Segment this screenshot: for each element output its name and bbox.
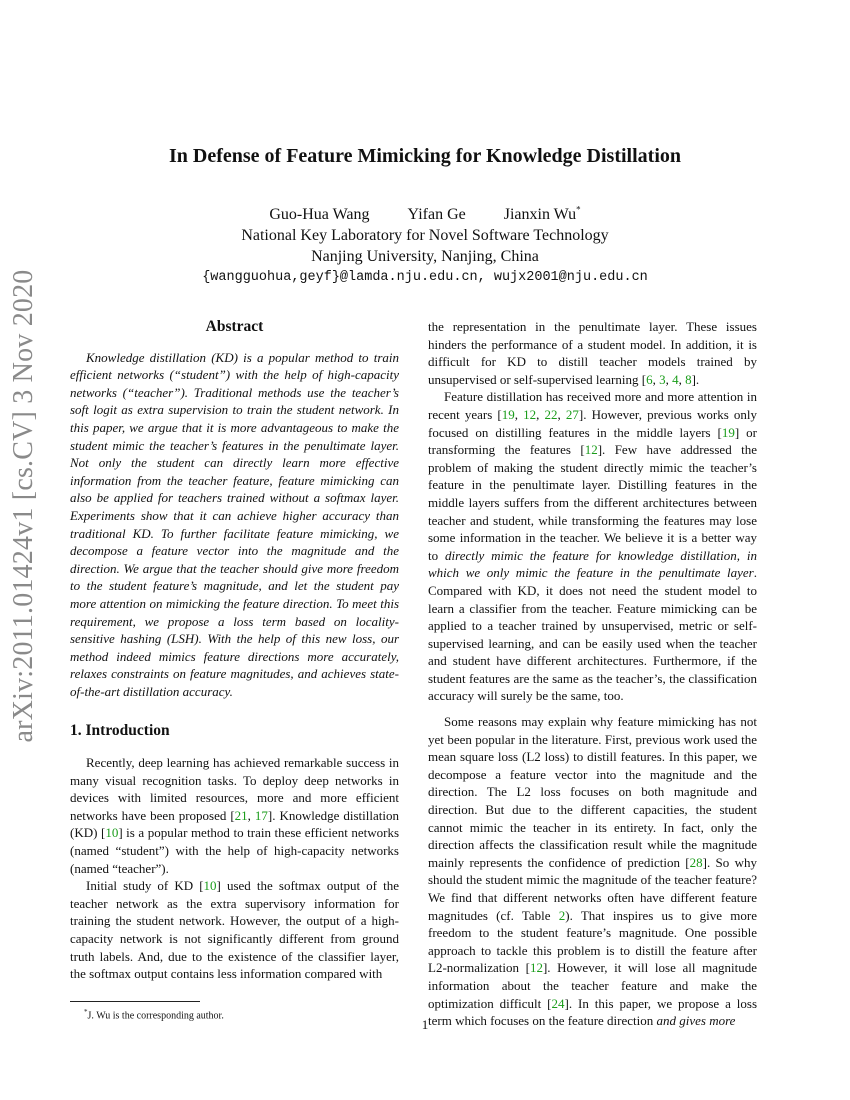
footnote-body: J. Wu is the corresponding author. bbox=[87, 1010, 224, 1022]
text-run: ] or transforming the features [ bbox=[428, 424, 758, 458]
text-run: , bbox=[514, 406, 524, 422]
text-run: , bbox=[247, 807, 255, 823]
abstract-text: Knowledge distillation (KD) is a popular method to train efficient networks (“student”) with the help of high-capacity networks (“teacher”). Traditional methods use the teacher’s soft logit as extra supervision to train the student network. In this paper, we argue that it is more advantageous to make the student mimic the teacher’s features in the penultimate layer. Not only the student can directly learn more effective information from the teacher feature, feature mimicking can also be applied for teachers trained without a softmax layer. Experiments show that it can achieve higher accuracy than traditional KD. To further facilitate feature mimicking, we decompose a feature vector into the magnitude and the direction. We argue that the teacher should give more freedom to the student feature’s magnitude, and let the student pay more attention on mimicking the feature direction. To meet this requirement, we propose a loss term based on locality-sensitive hashing (LSH). With the help of this new loss, our method indeed mimics feature directions more accurately, relaxes constraints on feature magnitudes, and achieves state-of-the-art distillation accuracy. bbox=[70, 349, 399, 699]
text-run: ]. bbox=[691, 371, 700, 387]
page-number: 1 bbox=[421, 1017, 429, 1032]
text-run: . Compared with KD, it does not need the student model to learn a classifier from the teacher. Feature mimicking can be applied to a teacher trained by unsupervised, metric or self-supervised learning, and can be easily used when the teacher and student have different architectures. Furthermore, if the student features are the same as the teacher’s, the classification accuracy will surely be the same, too. bbox=[428, 565, 757, 704]
citation-link[interactable]: 10 bbox=[203, 878, 217, 894]
right-column bbox=[428, 318, 757, 1030]
text-run: ]. Knowledge distillation (KD) [ bbox=[70, 807, 399, 841]
footnote-rule bbox=[70, 1001, 200, 1002]
citation-link[interactable]: 12 bbox=[523, 406, 537, 422]
citation-link[interactable]: 12 bbox=[584, 442, 598, 458]
text-run: , bbox=[557, 406, 566, 422]
paragraph bbox=[428, 388, 757, 705]
text-run: ]. However, it will lose all magnitude information about the teacher feature and make the optimization difficult [ bbox=[428, 960, 757, 1011]
text-run: , bbox=[536, 406, 545, 422]
left-column bbox=[70, 318, 399, 983]
arxiv-identifier-text: arXiv:2011.01424v1 [cs.CV] 3 Nov 2020 bbox=[8, 269, 39, 743]
text-run: ]. However, previous works only focused on distilling features in the middle layers [ bbox=[428, 406, 757, 440]
citation-link[interactable]: 19 bbox=[501, 406, 515, 422]
text-run: , bbox=[678, 371, 686, 387]
text-run: , bbox=[652, 371, 660, 387]
paragraph bbox=[70, 877, 399, 983]
author-name-text: Jianxin Wu bbox=[503, 206, 577, 224]
text-run: ]. So why should the student mimic the magnitude of the teacher feature? We find that different networks often have different feature magnitudes (cf. Table bbox=[428, 854, 757, 923]
author-names bbox=[0, 200, 850, 225]
citation-link[interactable]: 8 bbox=[685, 371, 692, 387]
citation-link[interactable]: 10 bbox=[105, 825, 119, 841]
text-run: the representation in the penultimate layer. These issues hinders the performance of a student model. In addition, it is difficult for KD to distill teacher models trained by unsupervised or self-supervised learning [ bbox=[428, 319, 757, 387]
citation-link[interactable]: 21 bbox=[234, 807, 248, 823]
citation-link[interactable]: 28 bbox=[689, 854, 703, 870]
text-run: Recently, deep learning has achieved remarkable success in many visual recognition tasks. To deploy deep networks in devices with limited resources, more and more efficient networks have been proposed [ bbox=[70, 755, 399, 823]
text-run: ]. In this paper, we propose a loss term which focuses on the feature direction bbox=[428, 995, 758, 1029]
text-run: Initial study of KD [ bbox=[86, 878, 204, 894]
text-run: ] used the softmax output of the teacher network as the extra supervisory information for training the student network. However, the output of a high-capacity network is not significantly different from ground truth labels. And, due to the existence of the classifier layer, the softmax output contains less information compared with bbox=[70, 878, 399, 982]
citation-link[interactable]: 4 bbox=[672, 371, 679, 387]
author-footnote-mark: * bbox=[576, 205, 581, 215]
emphasis-text: and gives more bbox=[656, 1013, 736, 1029]
text-run: Some reasons may explain why feature mimicking has not yet been popular in the literature. First, previous work used the mean square loss (L2 loss) to distill features. In this paper, we decompose a feature vector into the magnitude and the direction. The L2 loss focuses on both magnitude and direction. But due to the different capacities, the student cannot mimic the teacher in its entirety. In fact, only the direction affects the classification result while the magnitude mainly represents the confidence of prediction [ bbox=[428, 714, 757, 870]
text-run: ). That inspires us to give more freedom to the student feature’s magnitude. One possible approach to tackle this problem is to distill the feature after L2-normalization [ bbox=[428, 907, 757, 976]
author-name bbox=[504, 206, 581, 223]
emphasis-text: directly mimic the feature for knowledge distillation, in which we only mimic the feature in the penultimate layer bbox=[428, 547, 757, 581]
paragraph bbox=[428, 318, 757, 388]
text-run: , bbox=[665, 371, 673, 387]
abstract-heading: Abstract bbox=[205, 318, 264, 335]
affiliation-line: National Key Laboratory for Novel Software Technology bbox=[241, 227, 609, 245]
arxiv-identifier bbox=[4, 269, 44, 743]
citation-link[interactable]: 17 bbox=[254, 807, 268, 823]
citation-link[interactable]: 24 bbox=[551, 995, 565, 1011]
footnote-mark: * bbox=[84, 1008, 88, 1016]
citation-link[interactable]: 27 bbox=[565, 406, 579, 422]
section-heading-introduction: 1. Introduction bbox=[70, 722, 170, 740]
paper-title: In Defense of Feature Mimicking for Knowledge Distillation bbox=[169, 145, 681, 167]
citation-link[interactable]: 3 bbox=[659, 371, 666, 387]
text-run: ] is a popular method to train these efficient networks (named “student”) with the help of high-capacity networks (named “teacher”). bbox=[70, 825, 399, 876]
text-run: Feature distillation has received more and more attention in recent years [ bbox=[428, 389, 757, 422]
affiliation-line: Nanjing University, Nanjing, China bbox=[311, 248, 539, 266]
paragraph bbox=[70, 754, 399, 877]
citation-link[interactable]: 22 bbox=[544, 406, 558, 422]
author-name: Yifan Ge bbox=[407, 206, 466, 224]
table-reference-link[interactable]: 2 bbox=[558, 907, 566, 923]
paragraph bbox=[428, 713, 757, 1030]
citation-link[interactable]: 19 bbox=[721, 424, 735, 440]
citation-link[interactable]: 12 bbox=[529, 960, 543, 976]
citation-link[interactable]: 6 bbox=[646, 371, 653, 387]
author-name: Guo-Hua Wang bbox=[269, 206, 370, 224]
author-block bbox=[0, 200, 850, 288]
text-run: ]. Few have addressed the problem of making the student directly mimic the teacher’s feature in the penultimate layer. Distilling features in the middle layers suffers from the different architectures between teacher and student, while transforming the features may lose some information in the teacher. We believe it is a better way to bbox=[428, 442, 757, 563]
author-email: {wangguohua,geyf}@lamda.nju.edu.cn, wujx2001@nju.edu.cn bbox=[202, 270, 648, 286]
